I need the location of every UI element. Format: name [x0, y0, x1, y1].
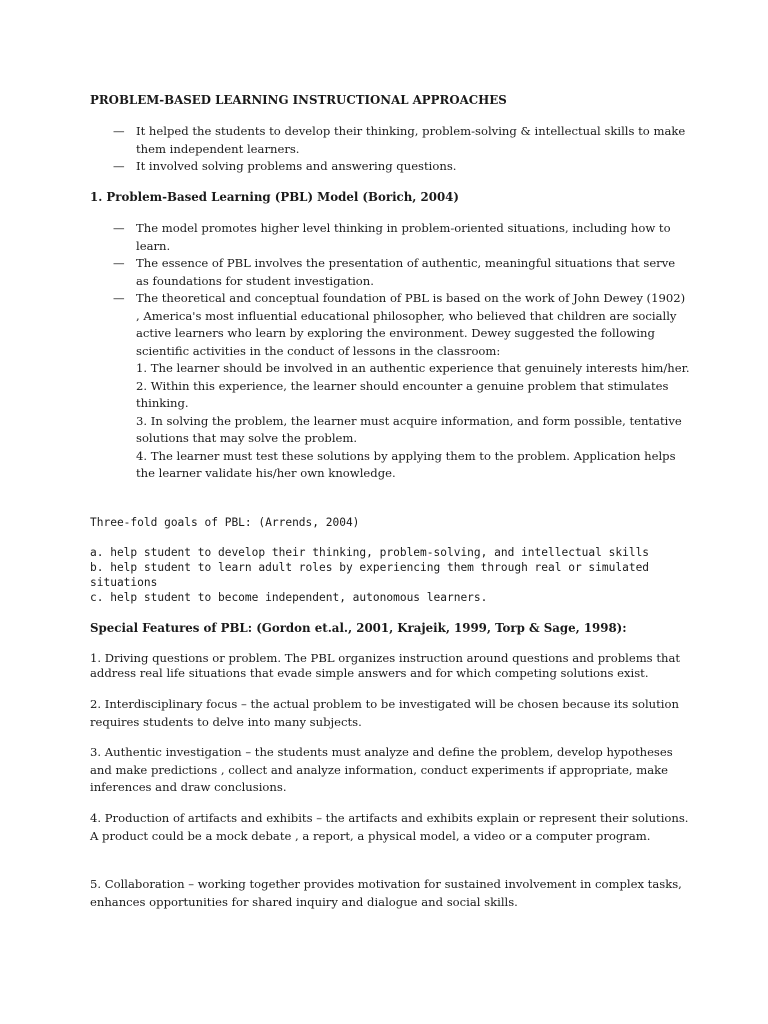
page-title: PROBLEM-BASED LEARNING INSTRUCTIONAL APPROACHES [90, 93, 507, 107]
dewey-step: 3. In solving the problem, the learner must acquire information, and form possible, tentative solutions that may solve the problem. [136, 413, 682, 445]
section-heading: 1. Problem-Based Learning (PBL) Model (Borich, 2004) [90, 190, 459, 204]
intro-bullet-list [90, 123, 690, 176]
list-item: — It involved solving problems and answering questions. [90, 158, 690, 176]
feature-paragraph: 1. Driving questions or problem. The PBL organizes instruction around questions and problems that address real life situations that evade simple answers and for which competing solutions exist. [90, 651, 681, 680]
dash-bullet: — [113, 291, 125, 305]
list-item: — It helped the students to develop their thinking, problem-solving & intellectual skills to make them independent learners. [113, 124, 686, 156]
list-item: — The theoretical and conceptual foundation of PBL is based on the work of John Dewey (1902) , America's most influential educational philosopher, who believed that children are socially active learners who learn by exploring the environment. Dewey suggested the following scientific activities in the conduct of lessons in the classroom: 1. The learner should be involved in an authentic experience that genuinely interests him/her. 2. Within this experience, the learner should encounter a genuine problem that stimulates thinking. 3. In solving the problem, the learner must acquire information, and form possible, tentative solutions that may solve the problem. 4. The learner must test these solutions by applying them to the problem. Application helps the learner validate his/her own knowledge. [90, 290, 690, 483]
section1-bullet-list [90, 220, 690, 483]
dash-bullet: — [113, 124, 125, 138]
goal-item: b. help student to learn adult roles by experiencing them through real or simulated situations [90, 561, 650, 589]
goals-heading: Three-fold goals of PBL: (Arrends, 2004) [90, 516, 360, 529]
dewey-step: 2. Within this experience, the learner should encounter a genuine problem that stimulates thinking. [136, 378, 669, 410]
goal-item: a. help student to develop their thinking, problem-solving, and intellectual skills [90, 546, 650, 559]
dash-bullet: — [113, 221, 125, 235]
feature-paragraph: 4. Production of artifacts and exhibits – the artifacts and exhibits explain or represent their solutions. A product could be a mock debate , a report, a physical model, a video or a computer program. [90, 811, 689, 843]
goals-list [90, 545, 710, 605]
dash-bullet: — [113, 159, 125, 173]
feature-paragraph: 5. Collaboration – working together provides motivation for sustained involvement in complex tasks, enhances opportunities for shared inquiry and dialogue and social skills. [90, 877, 682, 909]
feature-paragraph: 2. Interdisciplinary focus – the actual problem to be investigated will be chosen because its solution requires students to delve into many subjects. [90, 697, 679, 729]
dash-bullet: — [113, 256, 125, 270]
feature-paragraph: 3. Authentic investigation – the students must analyze and define the problem, develop hypotheses and make predictions , collect and analyze information, conduct experiments if appropriate, make inferences and draw conclusions. [90, 745, 673, 794]
goal-item: c. help student to become independent, autonomous learners. [90, 591, 488, 604]
dewey-step: 1. The learner should be involved in an authentic experience that genuinely interests him/her. [136, 361, 690, 375]
list-item: — The essence of PBL involves the presentation of authentic, meaningful situations that serve as foundations for student investigation. [113, 256, 676, 288]
dewey-step: 4. The learner must test these solutions by applying them to the problem. Application helps the learner validate his/her own knowledge. [136, 448, 676, 480]
features-heading: Special Features of PBL: (Gordon et.al., 2001, Krajeik, 1999, Torp & Sage, 1998): [90, 621, 627, 635]
list-item: — The model promotes higher level thinking in problem-oriented situations, including how to learn. [113, 221, 671, 253]
